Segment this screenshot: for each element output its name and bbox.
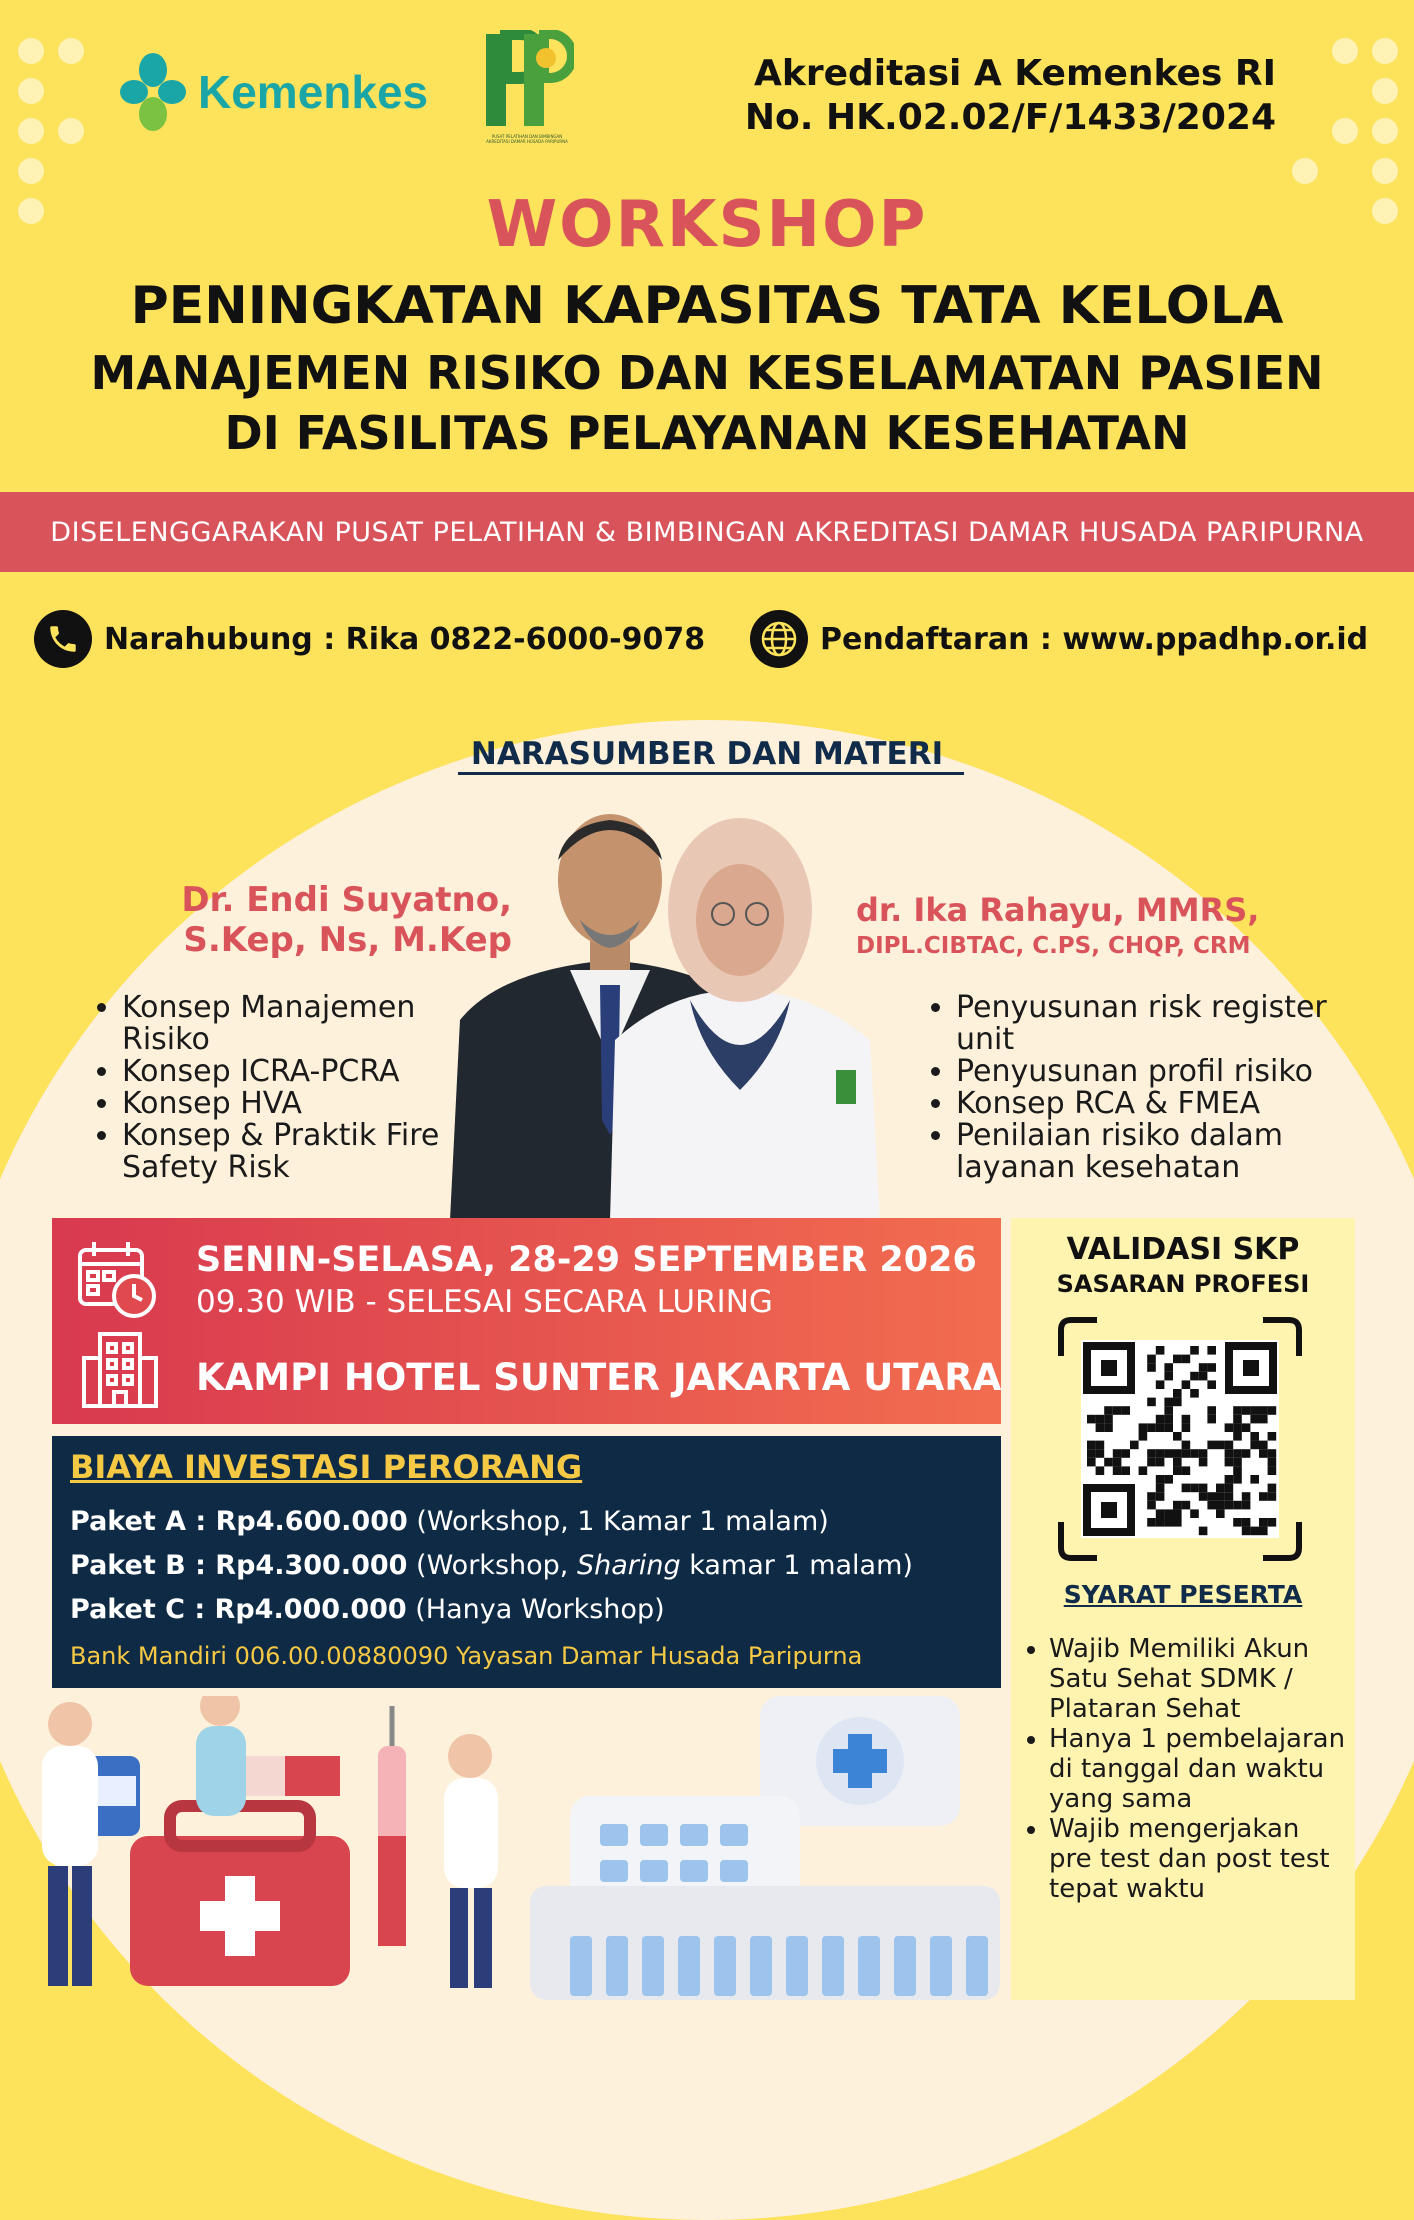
qr-code-icon bbox=[1057, 1316, 1303, 1562]
list-item: • Wajib mengerjakan pre test dan post test tepat waktu bbox=[1049, 1814, 1349, 1904]
speaker-right-name-2: DIPL.CIBTAC, C.PS, CHQP, CRM bbox=[856, 933, 1251, 959]
fee-row bbox=[70, 1588, 913, 1632]
event-time: 09.30 WIB - SELESAI SECARA LURING bbox=[196, 1284, 773, 1320]
contact-registration[interactable] bbox=[750, 610, 1368, 668]
kemenkes-leaf-icon bbox=[120, 52, 186, 132]
speaker-left-name-2: S.Kep, Ns, M.Kep bbox=[183, 920, 512, 960]
ppa-logo-caption: PUSAT PELATIHAN DAN BIMBINGAN AKREDITASI DAMAR HUSADA PARIPURNA bbox=[486, 134, 568, 144]
building-icon bbox=[82, 1330, 158, 1410]
globe-icon bbox=[750, 610, 808, 668]
fee-desc-after: kamar 1 malam) bbox=[680, 1550, 913, 1581]
contact-phone[interactable] bbox=[34, 610, 705, 668]
speaker-right-name-1: dr. Ika Rahayu, MMRS, bbox=[856, 891, 1260, 929]
fee-row bbox=[70, 1544, 913, 1588]
medical-staff-illustration bbox=[20, 1696, 1000, 2000]
title-line-3: DI FASILITAS PELAYANAN KESEHATAN bbox=[224, 406, 1190, 460]
contact-phone-text: Narahubung : Rika 0822-6000-9078 bbox=[104, 621, 706, 657]
list-item: • Penilaian risiko dalam layanan kesehatan bbox=[956, 1120, 1376, 1184]
speakers-heading-underline bbox=[458, 772, 964, 775]
list-item: • Penyusunan profil risiko bbox=[956, 1056, 1376, 1088]
fee-label: Paket A : Rp4.600.000 bbox=[70, 1506, 408, 1537]
fee-desc: (Workshop, 1 Kamar 1 malam) bbox=[407, 1506, 829, 1537]
list-item: • Penyusunan risk register unit bbox=[956, 992, 1376, 1056]
fee-desc: (Hanya Workshop) bbox=[406, 1594, 665, 1625]
skp-subtitle: SASARAN PROFESI bbox=[1056, 1270, 1310, 1298]
list-item: • Wajib Memiliki Akun Satu Sehat SDMK / Plataran Sehat bbox=[1049, 1634, 1349, 1724]
list-item: • Konsep & Praktik Fire Safety Risk bbox=[122, 1120, 492, 1184]
accreditation-line-1: Akreditasi A Kemenkes RI bbox=[754, 53, 1276, 94]
phone-icon bbox=[34, 610, 92, 668]
title-line-2: MANAJEMEN RISIKO DAN KESELAMATAN PASIEN bbox=[90, 346, 1324, 400]
ppa-emblem-icon bbox=[480, 30, 574, 130]
fee-desc: (Workshop, bbox=[407, 1550, 577, 1581]
calendar-clock-icon bbox=[76, 1238, 160, 1322]
speakers-illustration bbox=[440, 800, 920, 1220]
organizer-banner: DISELENGGARAKAN PUSAT PELATIHAN & BIMBINGAN AKREDITASI DAMAR HUSADA PARIPURNA bbox=[0, 492, 1414, 572]
contact-web-text: Pendaftaran : www.ppadhp.or.id bbox=[820, 621, 1369, 657]
list-item: • Konsep Manajemen Risiko bbox=[122, 992, 492, 1056]
event-venue: KAMPI HOTEL SUNTER JAKARTA UTARA bbox=[196, 1356, 1002, 1399]
bank-info: Bank Mandiri 006.00.00880090 Yayasan Damar Husada Paripurna bbox=[70, 1642, 863, 1670]
kemenkes-logo-text: Kemenkes bbox=[198, 66, 429, 118]
accreditation-info bbox=[700, 52, 1276, 140]
bottom-illustration bbox=[20, 1696, 1000, 2000]
fee-label: Paket B : Rp4.300.000 bbox=[70, 1550, 408, 1581]
fee-desc-italic: Sharing bbox=[576, 1550, 681, 1581]
speaker-left bbox=[150, 880, 512, 960]
skp-title: VALIDASI SKP bbox=[1066, 1232, 1300, 1267]
speaker-right-topics bbox=[926, 992, 1376, 1184]
speakers-heading: NARASUMBER DAN MATERI bbox=[470, 736, 944, 772]
speaker-right bbox=[856, 890, 1326, 962]
speaker-photos bbox=[440, 800, 920, 1220]
list-item: • Konsep ICRA-PCRA bbox=[122, 1056, 492, 1088]
kemenkes-logo bbox=[120, 52, 428, 132]
fees-heading: BIAYA INVESTASI PERORANG bbox=[70, 1448, 583, 1486]
requirements-list bbox=[1019, 1634, 1349, 1904]
title-line-1: PENINGKATAN KAPASITAS TATA KELOLA bbox=[130, 276, 1284, 336]
fees-list bbox=[70, 1500, 913, 1632]
fees-box bbox=[52, 1436, 1001, 1688]
speaker-left-name-1: Dr. Endi Suyatno, bbox=[181, 880, 512, 920]
event-info-box bbox=[52, 1218, 1001, 1424]
fee-row bbox=[70, 1500, 913, 1544]
list-item: • Konsep HVA bbox=[122, 1088, 492, 1120]
list-item: • Hanya 1 pembelajaran di tanggal dan waktu yang sama bbox=[1049, 1724, 1349, 1814]
speaker-left-topics bbox=[92, 992, 492, 1184]
accreditation-line-2: No. HK.02.02/F/1433/2024 bbox=[744, 97, 1276, 138]
qr-code[interactable] bbox=[1057, 1316, 1303, 1562]
event-date: SENIN-SELASA, 28-29 SEPTEMBER 2026 bbox=[196, 1240, 977, 1280]
requirements-heading: SYARAT PESERTA bbox=[1063, 1580, 1303, 1609]
fee-label: Paket C : Rp4.000.000 bbox=[70, 1594, 407, 1625]
list-item: • Konsep RCA & FMEA bbox=[956, 1088, 1376, 1120]
ppa-logo bbox=[480, 30, 574, 146]
skp-box bbox=[1011, 1218, 1355, 2000]
workshop-title: WORKSHOP bbox=[486, 188, 928, 262]
